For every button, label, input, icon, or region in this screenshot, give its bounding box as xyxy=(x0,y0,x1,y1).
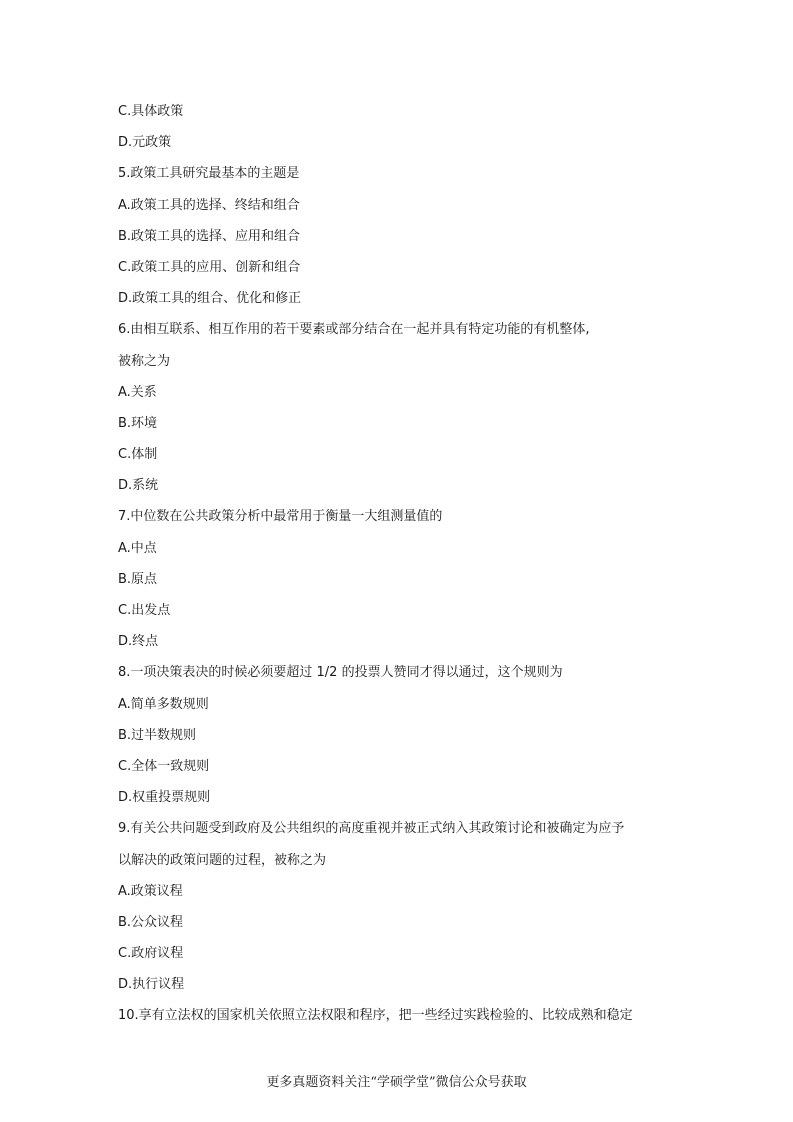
option-a: A.政策议程 xyxy=(118,883,183,899)
option-a: A.政策工具的选择、终结和组合 xyxy=(118,197,300,213)
option-d: D.终点 xyxy=(118,634,159,650)
question-6: 6.由相互联系、相互作用的若干要素或部分结合在一起并具有特定功能的有机整体, xyxy=(118,322,590,338)
option-d: D.执行议程 xyxy=(118,977,185,993)
document-body xyxy=(118,101,678,1037)
option-c: C.政府议程 xyxy=(118,946,184,962)
question-9: 9.有关公共问题受到政府及公共组织的高度重视并被正式纳入其政策讨论和被确定为应予 xyxy=(118,821,625,837)
question-5: 5.政策工具研究最基本的主题是 xyxy=(118,166,300,182)
option-c: C.全体一致规则 xyxy=(118,758,210,774)
option-b: B.过半数规则 xyxy=(118,727,197,743)
option-d: D.政策工具的组合、优化和修正 xyxy=(118,291,302,307)
question-9-continued: 以解决的政策问题的过程，被称之为 xyxy=(118,852,327,868)
question-8: 8.一项决策表决的时候必须要超过 1/2 的投票人赞同才得以通过，这个规则为 xyxy=(118,665,563,681)
option-a: A.关系 xyxy=(118,384,157,400)
question-10: 10.享有立法权的国家机关依照立法权限和程序，把一些经过实践检验的、比较成熟和稳定 xyxy=(118,1008,633,1024)
page-footer: 更多真题资料关注“学硕学堂”微信公众号获取 xyxy=(266,1075,527,1090)
option-b: B.公众议程 xyxy=(118,914,184,930)
question-7: 7.中位数在公共政策分析中最常用于衡量一大组测量值的 xyxy=(118,509,443,525)
text-line: C.具体政策 xyxy=(118,104,184,119)
option-b: B.政策工具的选择、应用和组合 xyxy=(118,228,301,244)
option-b: B.原点 xyxy=(118,571,158,587)
option-b: B.环境 xyxy=(118,415,158,431)
text-line: D.元政策 xyxy=(118,135,172,151)
option-c: C.出发点 xyxy=(118,603,171,618)
option-a: A.简单多数规则 xyxy=(118,696,209,712)
option-c: C.政策工具的应用、创新和组合 xyxy=(118,259,301,275)
question-6-continued: 被称之为 xyxy=(118,353,171,369)
option-d: D.权重投票规则 xyxy=(118,790,211,806)
option-d: D.系统 xyxy=(118,478,159,494)
option-c: C.体制 xyxy=(118,447,158,463)
option-a: A.中点 xyxy=(118,540,157,556)
